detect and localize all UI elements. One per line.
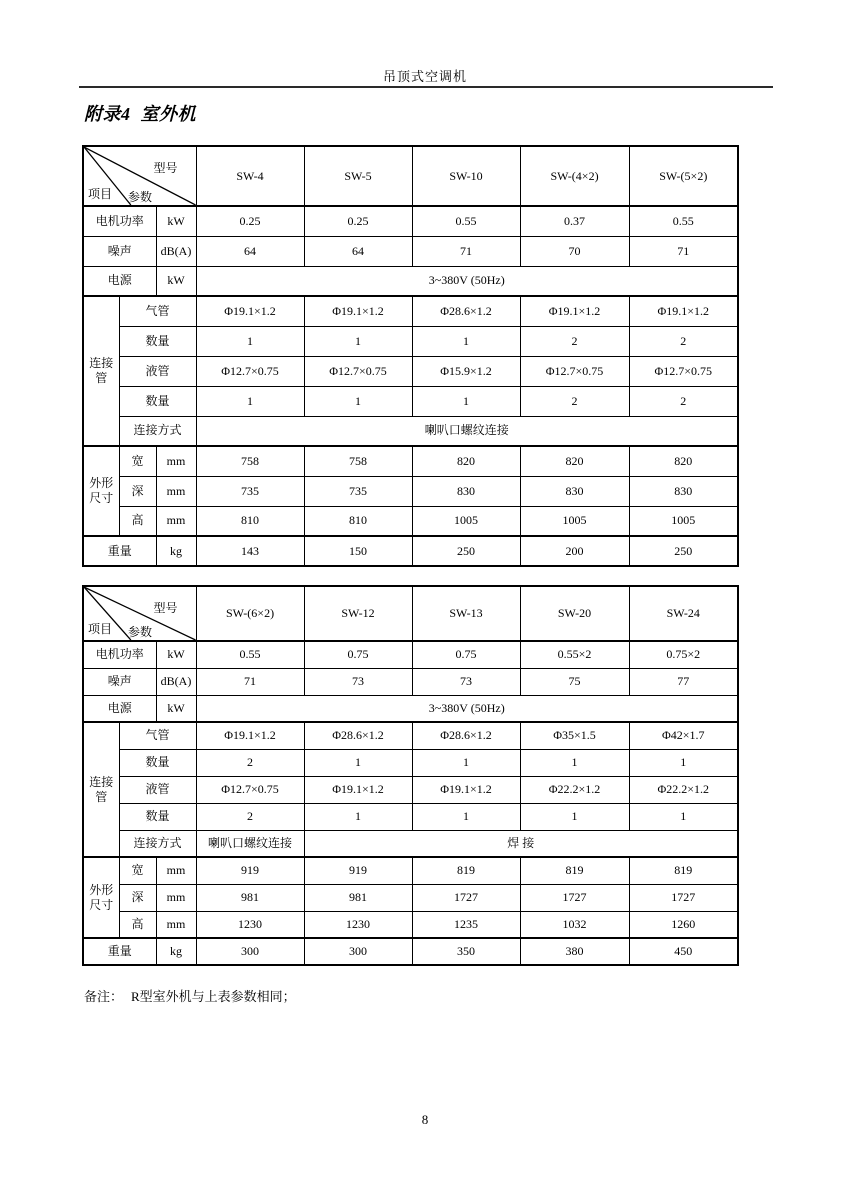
value-cell: Φ22.2×1.2 [520, 776, 629, 803]
table-row [83, 776, 738, 803]
value-cell: 1 [412, 803, 520, 830]
value-cell: 820 [629, 446, 738, 476]
value-cell: 1727 [629, 884, 738, 911]
value-cell: 1260 [629, 911, 738, 938]
value-cell: 380 [520, 938, 629, 965]
value-cell: 200 [520, 536, 629, 566]
value-cell: 1235 [412, 911, 520, 938]
value-cell: 1032 [520, 911, 629, 938]
value-cell: 1 [196, 386, 304, 416]
row-label-cell: 气管 [119, 722, 196, 749]
value-cell: 73 [412, 668, 520, 695]
model-header-cell: SW-(4×2) [520, 146, 629, 206]
row-label-cell: 气管 [119, 296, 196, 326]
unit-cell: mm [156, 476, 196, 506]
table-row [83, 266, 738, 296]
row-label-cell: 深 [119, 476, 156, 506]
row-label-cell: 噪声 [83, 236, 156, 266]
table-row [83, 830, 738, 857]
table-row [83, 857, 738, 884]
value-cell: 350 [412, 938, 520, 965]
value-cell: 1 [304, 749, 412, 776]
table-row [83, 586, 738, 641]
value-cell: 830 [629, 476, 738, 506]
table-row [83, 749, 738, 776]
value-cell: 0.37 [520, 206, 629, 236]
value-cell: 1 [412, 749, 520, 776]
value-cell: Φ12.7×0.75 [520, 356, 629, 386]
value-cell: 73 [304, 668, 412, 695]
value-cell: 75 [520, 668, 629, 695]
table-row [83, 911, 738, 938]
value-cell: 810 [304, 506, 412, 536]
value-cell: Φ12.7×0.75 [196, 356, 304, 386]
value-cell: Φ19.1×1.2 [629, 296, 738, 326]
page-number: 8 [421, 1112, 429, 1127]
corner-label-model: 型号 [153, 601, 178, 615]
table-row [83, 206, 738, 236]
note-label: 备注： [84, 989, 124, 1004]
value-cell: Φ28.6×1.2 [412, 296, 520, 326]
value-cell: 0.55×2 [520, 641, 629, 668]
value-cell: 2 [196, 749, 304, 776]
table-row [83, 668, 738, 695]
note [84, 986, 296, 1005]
value-cell: Φ42×1.7 [629, 722, 738, 749]
unit-cell: dB(A) [156, 236, 196, 266]
value-cell: 1727 [520, 884, 629, 911]
row-label-cell: 液管 [119, 356, 196, 386]
note-text: R型室外机与上表参数相同； [131, 989, 296, 1004]
table-corner-cell [83, 146, 196, 206]
row-label-cell: 数量 [119, 803, 196, 830]
row-label-cell: 连接方式 [119, 830, 196, 857]
row-label-cell: 液管 [119, 776, 196, 803]
unit-cell: mm [156, 857, 196, 884]
value-cell: 981 [304, 884, 412, 911]
table-corner-cell [83, 586, 196, 641]
value-cell: 2 [629, 386, 738, 416]
value-cell: 77 [629, 668, 738, 695]
value-cell: 0.55 [412, 206, 520, 236]
value-cell: 2 [520, 386, 629, 416]
value-cell: 2 [520, 326, 629, 356]
value-cell: 981 [196, 884, 304, 911]
header-rule [79, 86, 773, 88]
value-cell: 1 [412, 326, 520, 356]
table-row [83, 386, 738, 416]
row-label-cell: 宽 [119, 857, 156, 884]
corner-label-param: 参数 [128, 625, 153, 639]
value-cell: 450 [629, 938, 738, 965]
value-cell: 250 [412, 536, 520, 566]
corner-label-param: 参数 [128, 190, 153, 204]
table-row [83, 356, 738, 386]
outdoor-unit-table-2 [82, 585, 739, 966]
value-cell: 919 [196, 857, 304, 884]
group-label-cell: 外形尺寸 [83, 857, 119, 938]
row-label-cell: 重量 [83, 938, 156, 965]
table-row [83, 476, 738, 506]
unit-cell: mm [156, 446, 196, 476]
corner-label-item: 项目 [88, 622, 113, 636]
value-cell: 0.25 [196, 206, 304, 236]
value-cell: Φ19.1×1.2 [520, 296, 629, 326]
value-cell: 71 [629, 236, 738, 266]
value-cell: Φ28.6×1.2 [412, 722, 520, 749]
unit-cell: dB(A) [156, 668, 196, 695]
table-row [83, 536, 738, 566]
unit-cell: kW [156, 266, 196, 296]
table-row [83, 446, 738, 476]
table-row [83, 506, 738, 536]
unit-cell: mm [156, 506, 196, 536]
table-row [83, 641, 738, 668]
value-cell: 919 [304, 857, 412, 884]
corner-label-model: 型号 [153, 161, 178, 175]
value-cell: 819 [412, 857, 520, 884]
model-header-cell: SW-4 [196, 146, 304, 206]
value-cell: 300 [304, 938, 412, 965]
model-header-cell: SW-13 [412, 586, 520, 641]
value-cell: Φ12.7×0.75 [196, 776, 304, 803]
unit-cell: kg [156, 938, 196, 965]
value-cell: 830 [412, 476, 520, 506]
unit-cell: kW [156, 641, 196, 668]
model-header-cell: SW-10 [412, 146, 520, 206]
table-row [83, 236, 738, 266]
model-header-cell: SW-20 [520, 586, 629, 641]
value-cell: 喇叭口螺纹连接 [196, 416, 738, 446]
model-header-cell: SW-(6×2) [196, 586, 304, 641]
value-cell: 0.75 [304, 641, 412, 668]
row-label-cell: 深 [119, 884, 156, 911]
value-cell: Φ35×1.5 [520, 722, 629, 749]
value-cell: Φ19.1×1.2 [412, 776, 520, 803]
value-cell: 64 [304, 236, 412, 266]
table-row [83, 695, 738, 722]
value-cell: 735 [304, 476, 412, 506]
unit-cell: mm [156, 884, 196, 911]
row-label-cell: 数量 [119, 749, 196, 776]
value-cell: Φ28.6×1.2 [304, 722, 412, 749]
value-cell: 150 [304, 536, 412, 566]
value-cell: 0.75 [412, 641, 520, 668]
value-cell: 758 [304, 446, 412, 476]
value-cell: 0.25 [304, 206, 412, 236]
table-row [83, 416, 738, 446]
table-row [83, 803, 738, 830]
model-header-cell: SW-(5×2) [629, 146, 738, 206]
outdoor-unit-table-1 [82, 145, 739, 567]
unit-cell: kW [156, 206, 196, 236]
row-label-cell: 电源 [83, 266, 156, 296]
table-row [83, 938, 738, 965]
value-cell: Φ12.7×0.75 [304, 356, 412, 386]
value-cell: 2 [629, 326, 738, 356]
value-cell: 0.55 [629, 206, 738, 236]
table-row [83, 146, 738, 206]
model-header-cell: SW-12 [304, 586, 412, 641]
value-cell: 1230 [304, 911, 412, 938]
table-row [83, 326, 738, 356]
unit-cell: kg [156, 536, 196, 566]
group-label-cell: 连接管 [83, 296, 119, 446]
value-cell: 143 [196, 536, 304, 566]
value-cell: 0.75×2 [629, 641, 738, 668]
row-label-cell: 连接方式 [119, 416, 196, 446]
model-header-cell: SW-24 [629, 586, 738, 641]
table-row [83, 722, 738, 749]
value-cell: 1 [629, 749, 738, 776]
running-header: 吊顶式空调机 [382, 69, 467, 84]
unit-cell: kW [156, 695, 196, 722]
row-label-cell: 高 [119, 911, 156, 938]
value-cell: 焊 接 [304, 830, 738, 857]
group-label-cell: 外形尺寸 [83, 446, 119, 536]
value-cell: 71 [196, 668, 304, 695]
value-cell: Φ15.9×1.2 [412, 356, 520, 386]
row-label-cell: 噪声 [83, 668, 156, 695]
value-cell: 64 [196, 236, 304, 266]
value-cell: 1005 [629, 506, 738, 536]
value-cell: 830 [520, 476, 629, 506]
row-label-cell: 宽 [119, 446, 156, 476]
table-row [83, 296, 738, 326]
value-cell: 1230 [196, 911, 304, 938]
value-cell: 1 [304, 803, 412, 830]
row-label-cell: 数量 [119, 326, 196, 356]
value-cell: 1 [196, 326, 304, 356]
row-label-cell: 数量 [119, 386, 196, 416]
value-cell: 喇叭口螺纹连接 [196, 830, 304, 857]
corner-label-item: 项目 [88, 187, 113, 201]
value-cell: 3~380V (50Hz) [196, 695, 738, 722]
unit-cell: mm [156, 911, 196, 938]
value-cell: Φ22.2×1.2 [629, 776, 738, 803]
value-cell: 1005 [412, 506, 520, 536]
row-label-cell: 重量 [83, 536, 156, 566]
value-cell: Φ19.1×1.2 [304, 776, 412, 803]
value-cell: 2 [196, 803, 304, 830]
value-cell: Φ19.1×1.2 [304, 296, 412, 326]
value-cell: 0.55 [196, 641, 304, 668]
model-header-cell: SW-5 [304, 146, 412, 206]
value-cell: 1 [412, 386, 520, 416]
value-cell: 71 [412, 236, 520, 266]
value-cell: 1 [520, 803, 629, 830]
value-cell: Φ12.7×0.75 [629, 356, 738, 386]
value-cell: 70 [520, 236, 629, 266]
value-cell: 810 [196, 506, 304, 536]
value-cell: 250 [629, 536, 738, 566]
row-label-cell: 电机功率 [83, 206, 156, 236]
value-cell: 1 [520, 749, 629, 776]
row-label-cell: 电机功率 [83, 641, 156, 668]
value-cell: 819 [520, 857, 629, 884]
value-cell: Φ19.1×1.2 [196, 296, 304, 326]
value-cell: 3~380V (50Hz) [196, 266, 738, 296]
row-label-cell: 电源 [83, 695, 156, 722]
value-cell: 1 [304, 326, 412, 356]
value-cell: Φ19.1×1.2 [196, 722, 304, 749]
value-cell: 1 [629, 803, 738, 830]
value-cell: 735 [196, 476, 304, 506]
group-label-cell: 连接管 [83, 722, 119, 857]
row-label-cell: 高 [119, 506, 156, 536]
table-row [83, 884, 738, 911]
value-cell: 300 [196, 938, 304, 965]
value-cell: 1 [304, 386, 412, 416]
page-title: 附录4 室外机 [84, 104, 196, 124]
value-cell: 820 [412, 446, 520, 476]
value-cell: 1005 [520, 506, 629, 536]
value-cell: 819 [629, 857, 738, 884]
value-cell: 758 [196, 446, 304, 476]
value-cell: 820 [520, 446, 629, 476]
value-cell: 1727 [412, 884, 520, 911]
